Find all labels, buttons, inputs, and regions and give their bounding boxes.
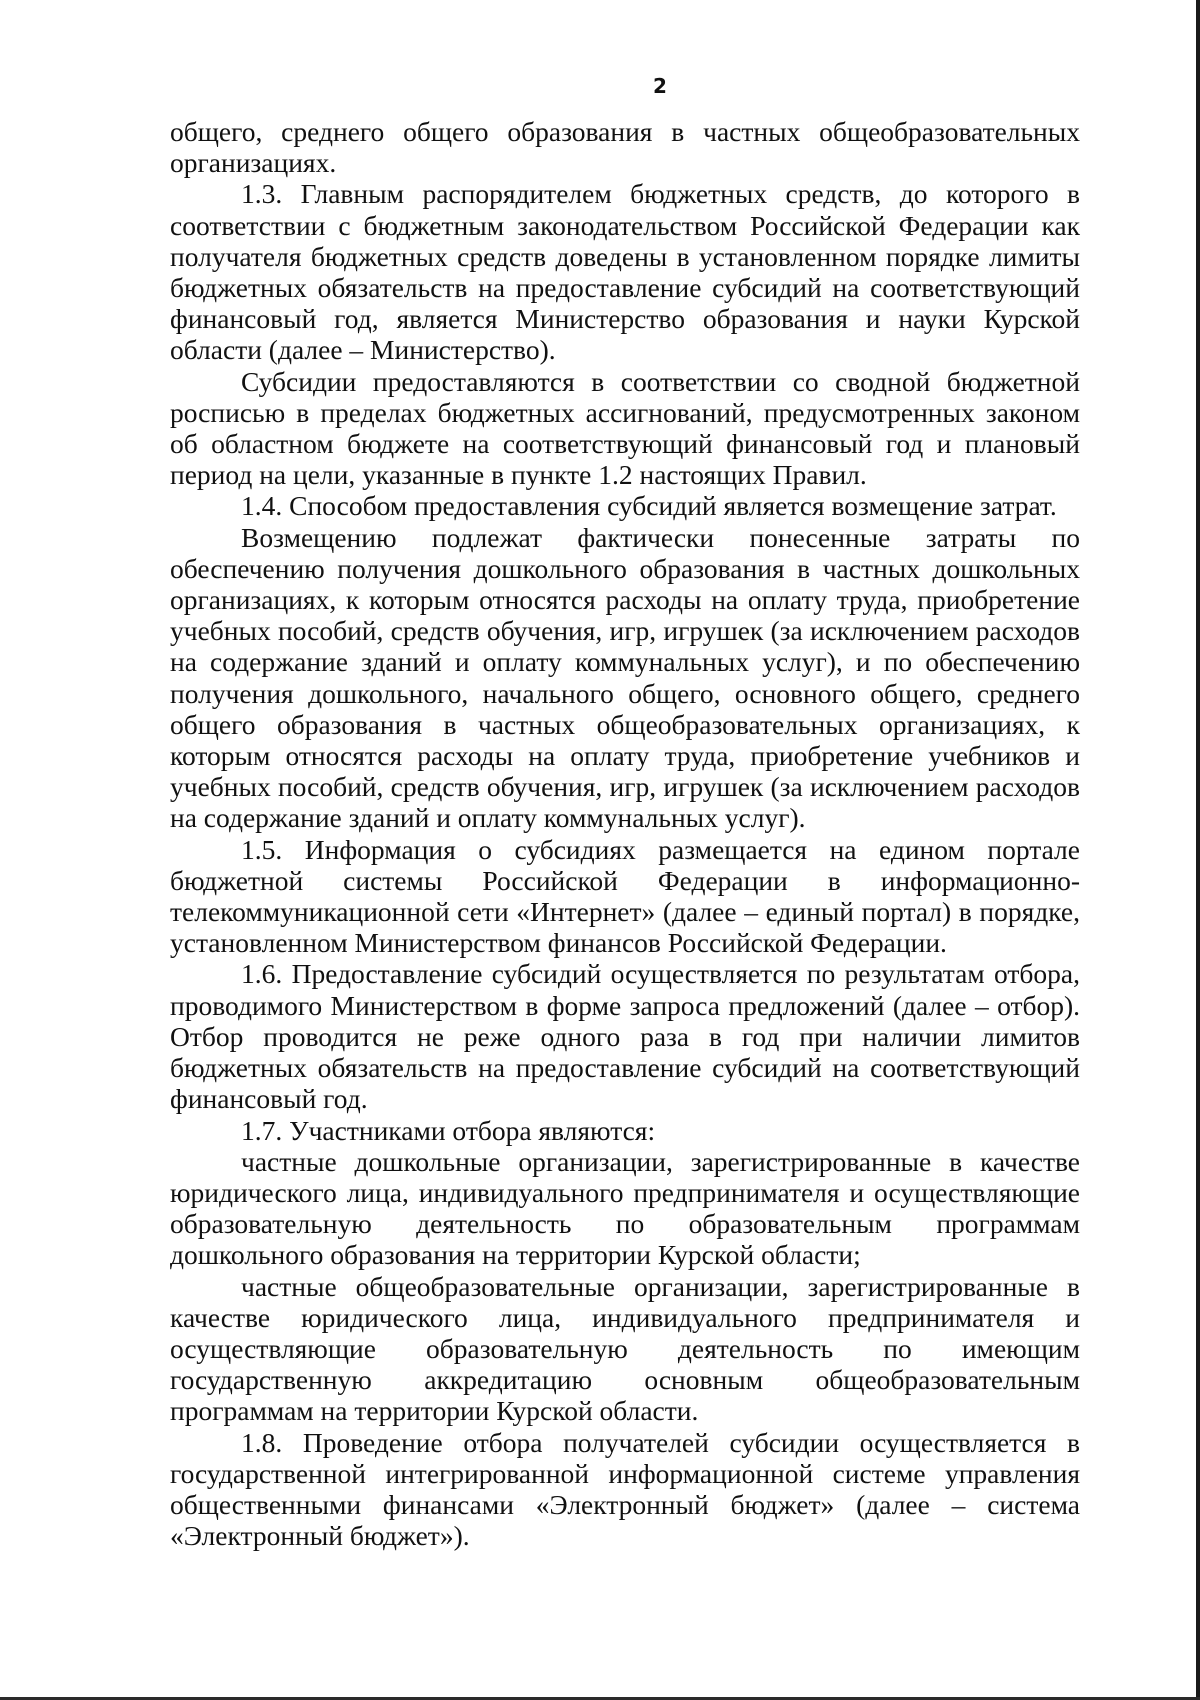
paragraph-participants-preschool: частные дошкольные организации, зарегистрированные в качестве юридического лица, индивидуального предпринимателя и осуществляющие образовательную деятельность по образовательным программам дошкольного образования на территории Курской области; [170, 1145, 1080, 1271]
paragraph-continuation: общего, среднего общего образования в частных общеобразовательных организациях. [170, 116, 1080, 179]
paragraph-1-5: 1.5. Информация о субсидиях размещается на едином портале бюджетной системы Российской Федерации в информационно-телекоммуникационной сети «Интернет» (далее – единый портал) в порядке, установленном Министерством финансов Российской Федерации. [170, 833, 1080, 959]
paragraph-1-4: 1.4. Способом предоставления субсидий является возмещение затрат. [241, 490, 1057, 522]
document-body [170, 116, 1080, 1551]
paragraph-1-7: 1.7. Участниками отбора являются: [241, 1114, 656, 1146]
paragraph-participants-general: частные общеобразовательные организации, зарегистрированные в качестве юридического лица, индивидуального предпринимателя и осуществляющие образовательную деятельность по имеющим государственную аккредитацию основным общеобразовательным программам на территории Курской области. [170, 1270, 1080, 1427]
paragraph-subsidies-budget: Субсидии предоставляются в соответствии со сводной бюджетной росписью в пределах бюджетных ассигнований, предусмотренных законом об областном бюджете на соответствующий финансовый год и плановый период на цели, указанные в пункте 1.2 настоящих Правил. [170, 365, 1080, 491]
paragraph-1-6: 1.6. Предоставление субсидий осуществляется по результатам отбора, проводимого Министерством в форме запроса предложений (далее – отбор). Отбор проводится не реже одного раза в год при наличии лимитов бюджетных обязательств на предоставление субсидий на соответствующий финансовый год. [170, 958, 1080, 1115]
paragraph-cost-reimbursement: Возмещению подлежат фактически понесенные затраты по обеспечению получения дошкольного образования в частных дошкольных организациях, к которым относятся расходы на оплату труда, приобретение учебных пособий, средств обучения, игр, игрушек (за исключением расходов на содержание зданий и оплату коммунальных услуг), и по обеспечению получения дошкольного, начального общего, основного общего, среднего общего образования в частных общеобразовательных организациях, к которым относятся расходы на оплату труда, приобретение учебников и учебных пособий, средств обучения, игр, игрушек (за исключением расходов на содержание зданий и оплату коммунальных услуг). [170, 521, 1080, 834]
page-number: 2 [653, 74, 667, 98]
paragraph-1-8: 1.8. Проведение отбора получателей субсидии осуществляется в государственной интегрированной информационной системе управления общественными финансами «Электронный бюджет» (далее – система «Электронный бюджет»). [170, 1426, 1080, 1552]
scan-edge-right [1196, 0, 1200, 1700]
paragraph-1-3: 1.3. Главным распорядителем бюджетных средств, до которого в соответствии с бюджетным законодательством Российской Федерации как получателя бюджетных средств доведены в установленном порядке лимиты бюджетных обязательств на предоставление субсидий на соответствующий финансовый год, является Министерство образования и науки Курской области (далее – Министерство). [170, 178, 1080, 366]
